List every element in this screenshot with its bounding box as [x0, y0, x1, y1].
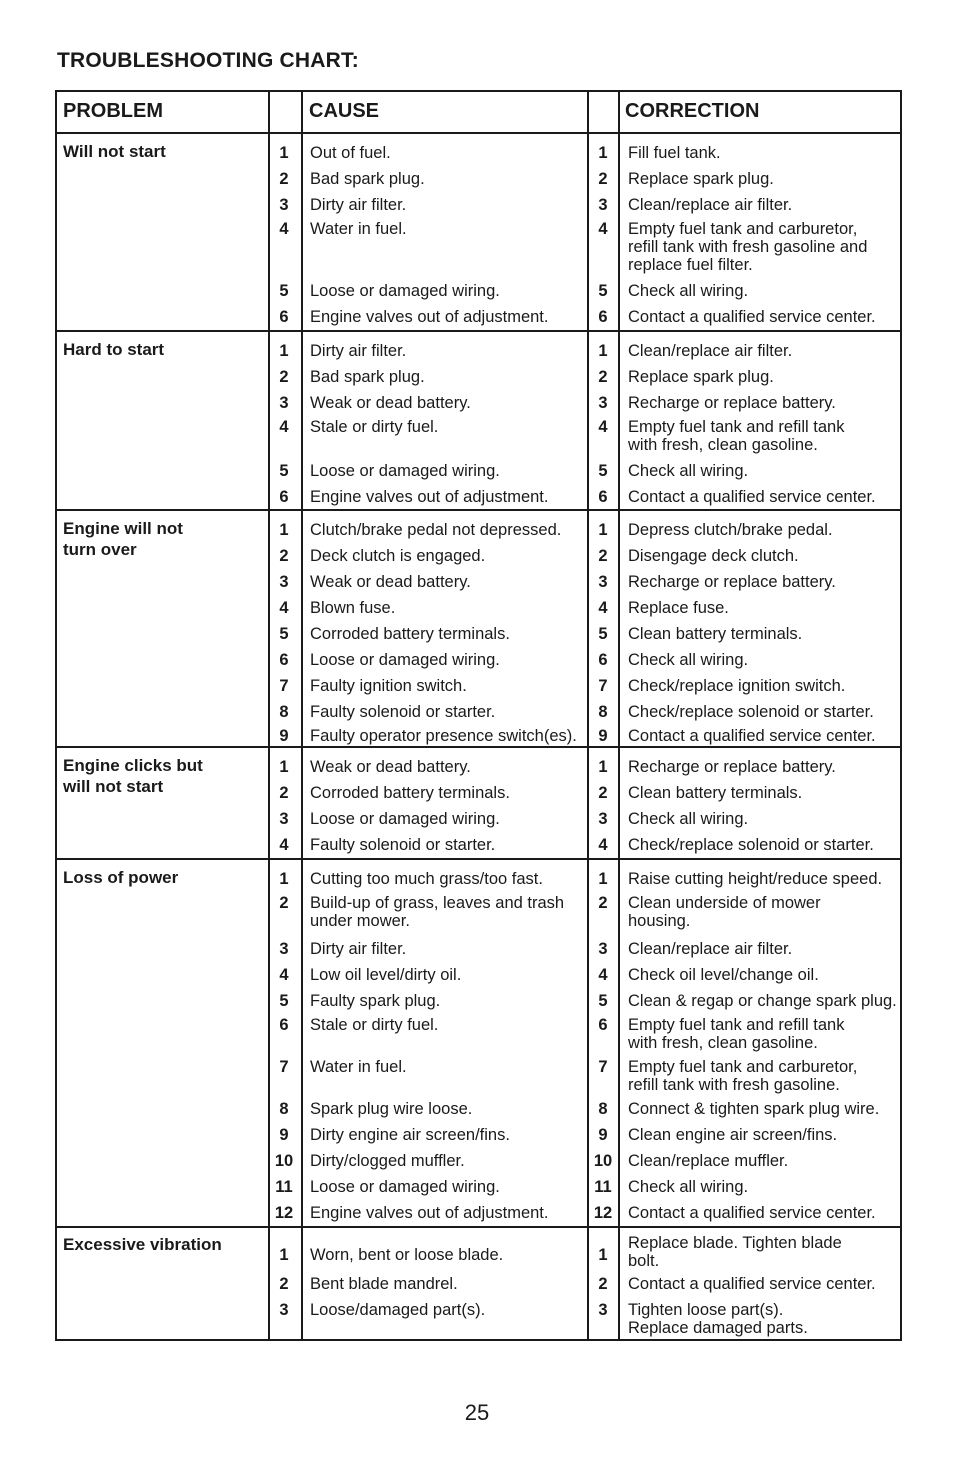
cause-text: Engine valves out of adjustment. — [310, 1204, 549, 1222]
correction-text: Replace spark plug. — [628, 368, 774, 386]
cause-number: 3 — [279, 573, 289, 591]
header-cause: CAUSE — [309, 100, 380, 122]
cause-text: Loose/damaged part(s). — [310, 1301, 486, 1319]
correction-number: 3 — [598, 394, 608, 412]
cause-text: Dirty engine air screen/fins. — [310, 1126, 510, 1144]
correction-text: Tighten loose part(s). Replace damaged parts. — [628, 1301, 808, 1337]
correction-text: Check all wiring. — [628, 651, 749, 669]
correction-text: Depress clutch/brake pedal. — [628, 521, 833, 539]
correction-number: 2 — [598, 368, 608, 386]
cause-text: Engine valves out of adjustment. — [310, 308, 549, 326]
cause-number: 1 — [279, 1246, 289, 1264]
cause-text: Deck clutch is engaged. — [310, 547, 486, 565]
cause-text: Loose or damaged wiring. — [310, 282, 500, 300]
header-correction: CORRECTION — [625, 100, 760, 122]
page-number: 25 — [464, 1400, 490, 1425]
cause-number: 2 — [279, 547, 289, 565]
correction-number: 8 — [598, 1100, 608, 1118]
cause-text: Worn, bent or loose blade. — [310, 1246, 504, 1264]
cause-number: 4 — [279, 599, 289, 617]
correction-text: Contact a qualified service center. — [628, 1204, 876, 1222]
correction-number: 4 — [598, 220, 608, 238]
correction-text: Raise cutting height/reduce speed. — [628, 870, 883, 888]
cause-text: Faulty solenoid or starter. — [310, 836, 496, 854]
problem-label: Loss of power — [63, 868, 179, 887]
cause-number: 7 — [279, 1058, 289, 1076]
correction-number: 11 — [594, 1178, 612, 1196]
problem-section — [57, 509, 900, 748]
correction-text: Check all wiring. — [628, 462, 749, 480]
correction-number: 7 — [598, 1058, 608, 1076]
cause-number: 8 — [279, 703, 289, 721]
header-problem: PROBLEM — [63, 100, 163, 122]
cause-text: Stale or dirty fuel. — [310, 418, 439, 436]
correction-text: Empty fuel tank and carburetor, refill tank with fresh gasoline. — [628, 1058, 858, 1094]
correction-text: Clean battery terminals. — [628, 625, 803, 643]
cause-text: Clutch/brake pedal not depressed. — [310, 521, 562, 539]
correction-number: 1 — [598, 758, 608, 776]
cause-text: Dirty air filter. — [310, 196, 407, 214]
correction-number: 12 — [593, 1204, 613, 1222]
correction-text: Recharge or replace battery. — [628, 573, 836, 591]
correction-text: Clean/replace air filter. — [628, 342, 793, 360]
correction-text: Replace fuse. — [628, 599, 729, 617]
correction-number: 4 — [598, 599, 608, 617]
cause-number: 10 — [274, 1152, 294, 1170]
correction-text: Clean/replace air filter. — [628, 940, 793, 958]
correction-number: 4 — [598, 966, 608, 984]
correction-number: 2 — [598, 547, 608, 565]
correction-number: 8 — [598, 703, 608, 721]
correction-text: Check/replace solenoid or starter. — [628, 836, 874, 854]
cause-number: 1 — [279, 342, 289, 360]
cause-text: Loose or damaged wiring. — [310, 462, 500, 480]
cause-text: Loose or damaged wiring. — [310, 810, 500, 828]
cause-text: Engine valves out of adjustment. — [310, 488, 549, 506]
correction-text: Disengage deck clutch. — [628, 547, 799, 565]
correction-text: Replace spark plug. — [628, 170, 774, 188]
cause-text: Dirty air filter. — [310, 342, 407, 360]
correction-text: Check/replace ignition switch. — [628, 677, 846, 695]
correction-text: Clean battery terminals. — [628, 784, 803, 802]
correction-number: 3 — [598, 196, 608, 214]
correction-number: 4 — [598, 836, 608, 854]
cause-number: 2 — [279, 1275, 289, 1293]
cause-number: 5 — [279, 625, 289, 643]
correction-number: 1 — [598, 521, 608, 539]
correction-text: Clean underside of mower housing. — [628, 894, 821, 930]
correction-text: Replace blade. Tighten blade bolt. — [628, 1234, 842, 1270]
cause-number: 4 — [279, 418, 289, 436]
cause-number: 3 — [279, 810, 289, 828]
correction-text: Check all wiring. — [628, 810, 749, 828]
correction-number: 9 — [598, 1126, 608, 1144]
correction-number: 5 — [598, 625, 608, 643]
correction-number: 3 — [598, 573, 608, 591]
cause-number: 4 — [279, 966, 289, 984]
cause-number: 6 — [279, 488, 289, 506]
correction-number: 4 — [598, 418, 608, 436]
correction-number: 7 — [598, 677, 608, 695]
cause-text: Corroded battery terminals. — [310, 784, 510, 802]
correction-number: 2 — [598, 170, 608, 188]
correction-text: Contact a qualified service center. — [628, 488, 876, 506]
correction-text: Fill fuel tank. — [628, 144, 721, 162]
cause-number: 7 — [279, 677, 289, 695]
cause-number: 2 — [279, 368, 289, 386]
cause-text: Faulty spark plug. — [310, 992, 441, 1010]
correction-text: Clean/replace air filter. — [628, 196, 793, 214]
correction-number: 3 — [598, 1301, 608, 1319]
correction-number: 2 — [598, 784, 608, 802]
correction-number: 6 — [598, 651, 608, 669]
cause-number: 1 — [279, 144, 289, 162]
cause-text: Weak or dead battery. — [310, 758, 471, 776]
correction-number: 9 — [598, 727, 608, 745]
cause-number: 5 — [279, 992, 289, 1010]
cause-text: Weak or dead battery. — [310, 573, 471, 591]
correction-text: Clean & regap or change spark plug. — [628, 992, 897, 1010]
problem-section — [57, 746, 900, 860]
cause-text: Out of fuel. — [310, 144, 391, 162]
cause-number: 1 — [279, 521, 289, 539]
correction-text: Contact a qualified service center. — [628, 1275, 876, 1293]
correction-text: Contact a qualified service center. — [628, 727, 876, 745]
correction-number: 10 — [593, 1152, 613, 1170]
correction-number: 1 — [598, 870, 608, 888]
correction-number: 5 — [598, 992, 608, 1010]
cause-text: Faulty ignition switch. — [310, 677, 467, 695]
correction-text: Check all wiring. — [628, 1178, 749, 1196]
correction-number: 6 — [598, 1016, 608, 1034]
cause-text: Dirty/clogged muffler. — [310, 1152, 465, 1170]
correction-text: Check oil level/change oil. — [628, 966, 819, 984]
cause-number: 6 — [279, 651, 289, 669]
problem-label: Will not start — [63, 142, 166, 161]
cause-text: Faulty operator presence switch(es). — [310, 727, 577, 745]
cause-text: Cutting too much grass/too fast. — [310, 870, 543, 888]
correction-number: 1 — [598, 1246, 608, 1264]
page-title: TROUBLESHOOTING CHART: — [57, 49, 359, 72]
correction-number: 2 — [598, 1275, 608, 1293]
cause-number: 11 — [275, 1178, 293, 1196]
correction-number: 6 — [598, 488, 608, 506]
problem-section — [57, 330, 900, 511]
cause-number: 5 — [279, 282, 289, 300]
correction-text: Empty fuel tank and refill tank with fresh, clean gasoline. — [628, 418, 845, 454]
cause-text: Dirty air filter. — [310, 940, 407, 958]
correction-text: Clean/replace muffler. — [628, 1152, 789, 1170]
cause-number: 3 — [279, 940, 289, 958]
cause-number: 8 — [279, 1100, 289, 1118]
cause-number: 4 — [279, 836, 289, 854]
cause-text: Corroded battery terminals. — [310, 625, 510, 643]
problem-section — [57, 132, 900, 332]
cause-number: 6 — [279, 308, 289, 326]
correction-text: Check all wiring. — [628, 282, 749, 300]
problem-label: Excessive vibration — [63, 1235, 222, 1254]
correction-number: 6 — [598, 308, 608, 326]
correction-number: 1 — [598, 144, 608, 162]
cause-number: 12 — [274, 1204, 294, 1222]
problem-label: Hard to start — [63, 340, 165, 359]
cause-text: Weak or dead battery. — [310, 394, 471, 412]
cause-text: Water in fuel. — [310, 1058, 407, 1076]
cause-text: Low oil level/dirty oil. — [310, 966, 462, 984]
correction-text: Clean engine air screen/fins. — [628, 1126, 838, 1144]
cause-number: 2 — [279, 170, 289, 188]
correction-number: 5 — [598, 282, 608, 300]
correction-text: Empty fuel tank and carburetor, refill tank with fresh gasoline and replace fuel filter. — [628, 220, 868, 274]
cause-number: 6 — [279, 1016, 289, 1034]
cause-text: Faulty solenoid or starter. — [310, 703, 496, 721]
cause-number: 9 — [279, 1126, 289, 1144]
cause-number: 3 — [279, 394, 289, 412]
problem-section — [57, 858, 900, 1228]
cause-text: Stale or dirty fuel. — [310, 1016, 439, 1034]
cause-text: Bent blade mandrel. — [310, 1275, 458, 1293]
table-header — [57, 92, 900, 134]
correction-number: 5 — [598, 462, 608, 480]
cause-text: Blown fuse. — [310, 599, 396, 617]
cause-number: 3 — [279, 1301, 289, 1319]
cause-number: 2 — [279, 784, 289, 802]
cause-number: 3 — [279, 196, 289, 214]
cause-text: Bad spark plug. — [310, 170, 425, 188]
correction-text: Recharge or replace battery. — [628, 394, 836, 412]
cause-text: Build-up of grass, leaves and trash under mower. — [310, 894, 565, 930]
cause-number: 1 — [279, 870, 289, 888]
cause-number: 2 — [279, 894, 289, 912]
cause-text: Loose or damaged wiring. — [310, 651, 500, 669]
cause-number: 1 — [279, 758, 289, 776]
correction-number: 3 — [598, 810, 608, 828]
correction-number: 3 — [598, 940, 608, 958]
troubleshooting-table — [55, 90, 902, 1341]
problem-section — [57, 1226, 900, 1339]
cause-text: Loose or damaged wiring. — [310, 1178, 500, 1196]
correction-text: Connect & tighten spark plug wire. — [628, 1100, 880, 1118]
cause-text: Bad spark plug. — [310, 368, 425, 386]
correction-text: Check/replace solenoid or starter. — [628, 703, 874, 721]
cause-text: Water in fuel. — [310, 220, 407, 238]
correction-text: Empty fuel tank and refill tank with fresh, clean gasoline. — [628, 1016, 845, 1052]
correction-number: 2 — [598, 894, 608, 912]
correction-number: 1 — [598, 342, 608, 360]
correction-text: Contact a qualified service center. — [628, 308, 876, 326]
cause-number: 5 — [279, 462, 289, 480]
cause-number: 4 — [279, 220, 289, 238]
cause-number: 9 — [279, 727, 289, 745]
problem-label: Engine clicks but will not start — [63, 756, 203, 796]
cause-text: Spark plug wire loose. — [310, 1100, 473, 1118]
problem-label: Engine will not turn over — [63, 519, 183, 559]
correction-text: Recharge or replace battery. — [628, 758, 836, 776]
